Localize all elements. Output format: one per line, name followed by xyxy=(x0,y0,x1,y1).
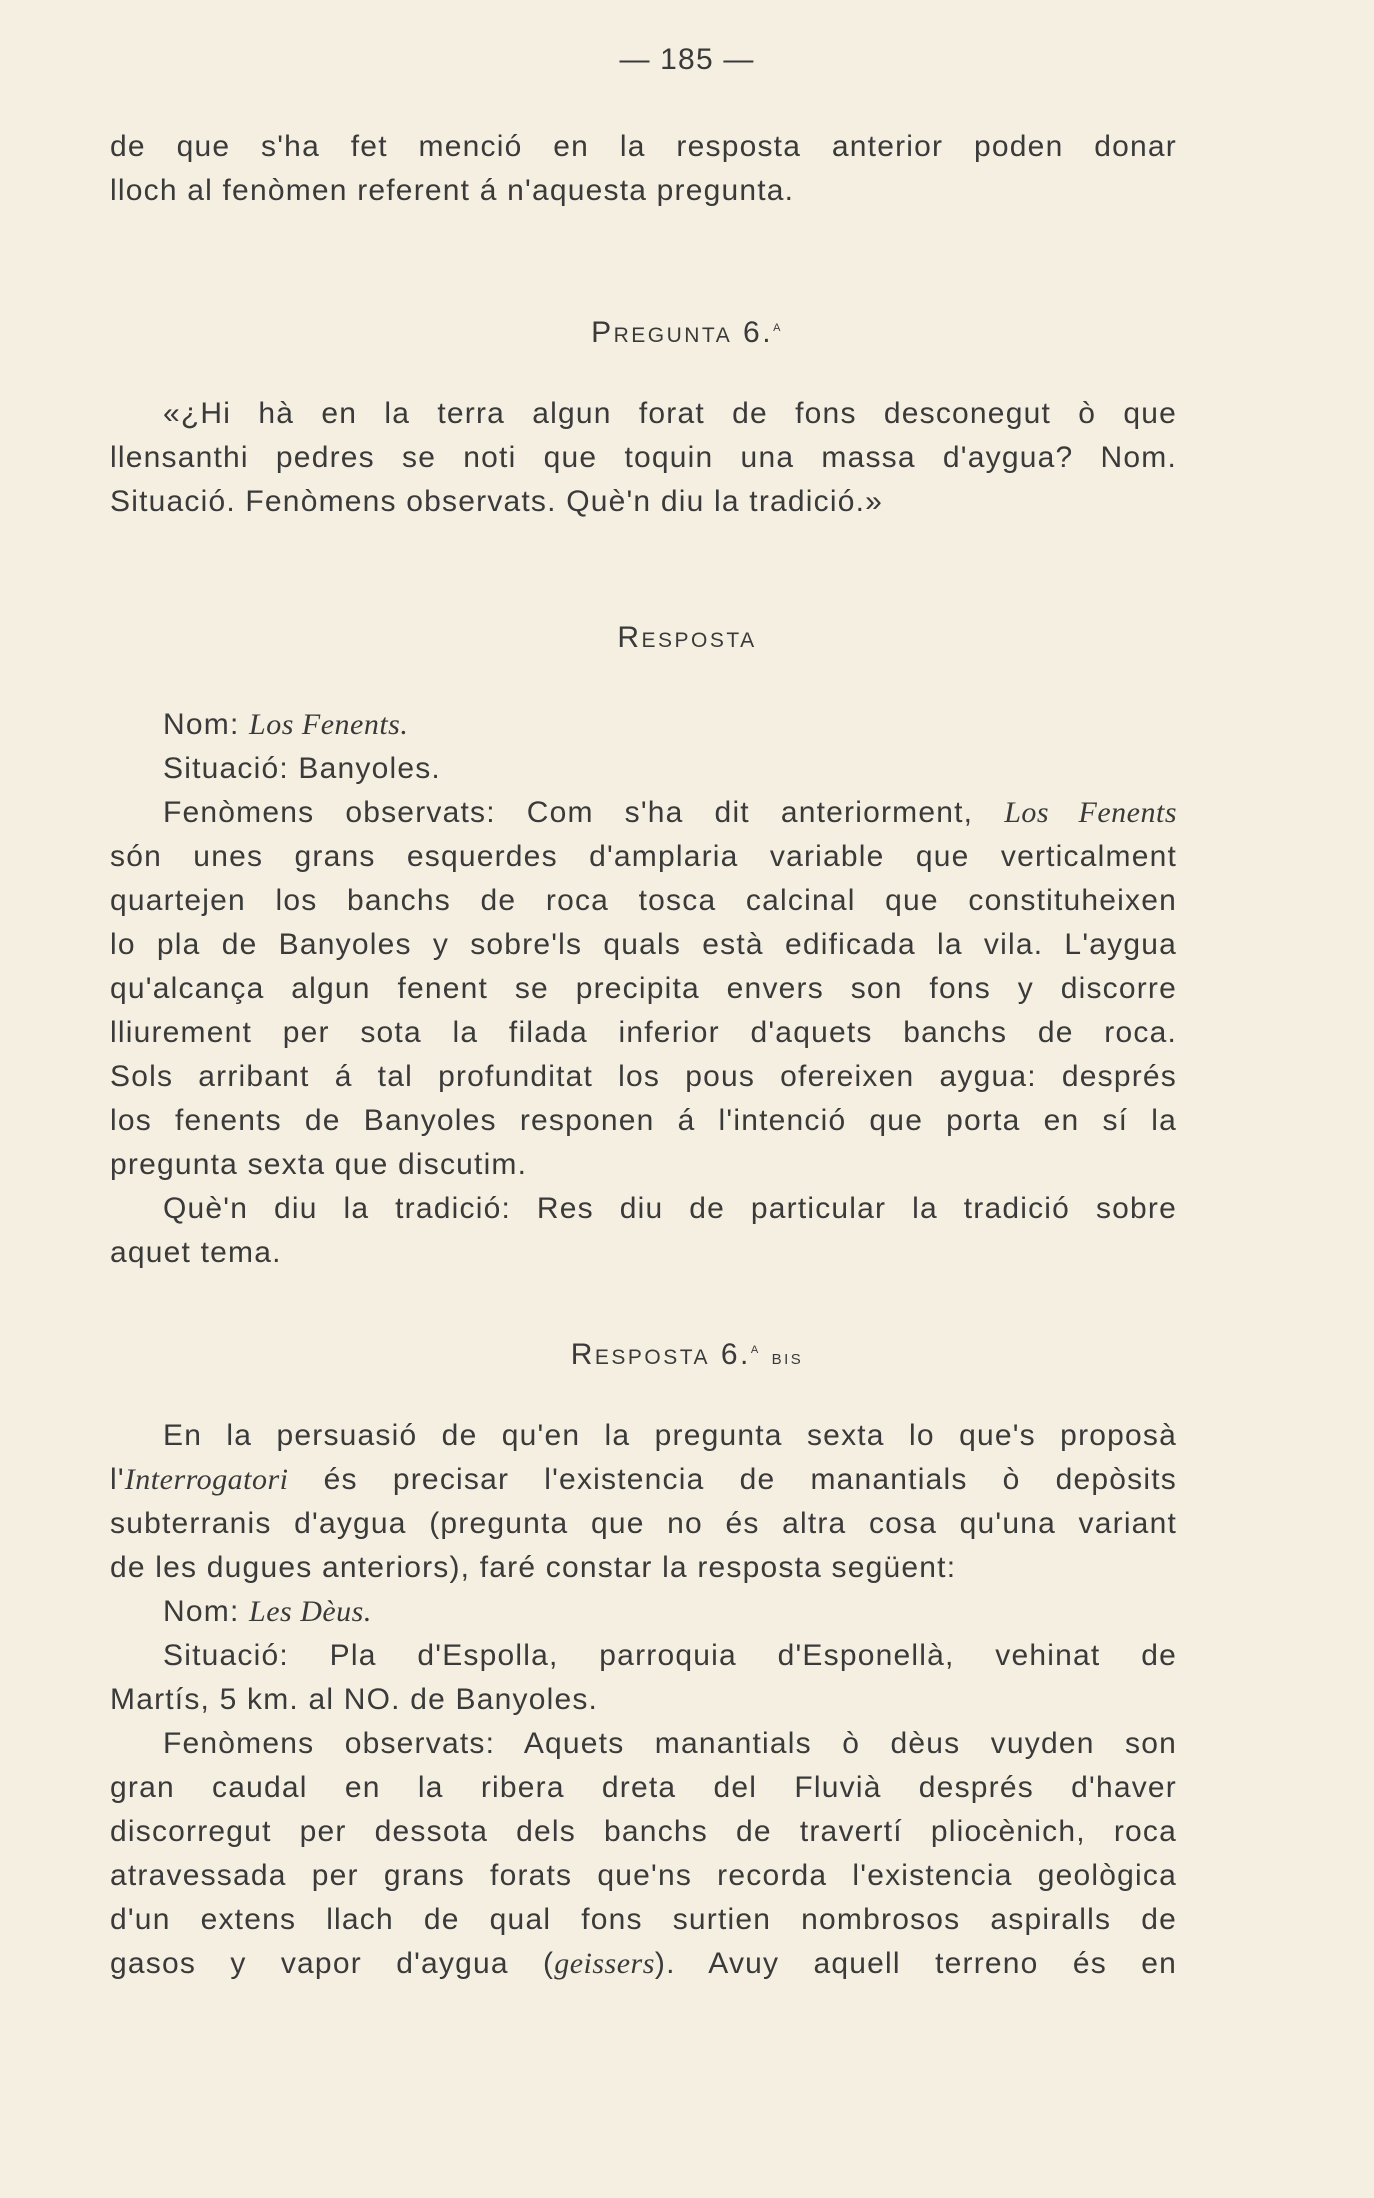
paragraph-line: lloch al fenòmen referent á n'aquesta pregunta. xyxy=(110,174,795,207)
answer-bis-heading xyxy=(0,1327,1374,1379)
paragraph-line: d'un extens llach de qual fons surtien nombrosos aspiralls de xyxy=(110,1903,1177,1936)
paragraph-line: quartejen los banchs de roca tosca calcinal que constituheixen xyxy=(110,884,1177,917)
paragraph-line: Martís, 5 km. al NO. de Banyoles. xyxy=(110,1683,599,1716)
paragraph-line: lliurement per sota la filada inferior d'aquets banchs de roca. xyxy=(110,1016,1177,1049)
paragraph-line: aquet tema. xyxy=(110,1236,282,1269)
paragraph-line: lo pla de Banyoles y sobre'ls quals està edificada la vila. L'aygua xyxy=(110,928,1177,961)
paragraph-line: Situació: Pla d'Espolla, parroquia d'Esponellà, vehinat de xyxy=(163,1639,1177,1672)
line-rest: ). Avuy aquell terreno és en xyxy=(654,1947,1177,1980)
name-label: Nom: xyxy=(163,708,240,741)
question-line: Situació. Fenòmens observats. Què'n diu la tradició.» xyxy=(110,485,884,518)
paragraph-line: són unes grans esquerdes d'amplaria variable que verticalment xyxy=(110,840,1177,873)
paragraph-line: los fenents de Banyoles responen á l'intenció que porta en sí la xyxy=(110,1104,1177,1137)
paragraph-line: En la persuasió de qu'en la pregunta sexta lo que's proposà xyxy=(163,1419,1177,1452)
paragraph-line xyxy=(110,1942,1177,1986)
geissers-italic: geissers xyxy=(554,1947,655,1980)
heading-number: 6. xyxy=(743,316,774,349)
answer-phenomena-line xyxy=(163,791,1177,835)
bis-name-line xyxy=(163,1590,1177,1634)
paragraph-line xyxy=(110,1458,1177,1502)
paragraph-line: gran caudal en la ribera dreta del Fluvià després d'haver xyxy=(110,1771,1177,1804)
answer-location-line: Situació: Banyoles. xyxy=(163,752,441,785)
paragraph-line: pregunta sexta que discutim. xyxy=(110,1148,528,1181)
question-heading xyxy=(0,305,1374,355)
line-prefix: l' xyxy=(110,1463,125,1496)
heading-superscript: a xyxy=(750,1340,761,1357)
name-value: Les Dèus. xyxy=(249,1595,372,1628)
heading-superscript: a xyxy=(773,318,783,335)
question-line: «¿Hi hà en la terra algun forat de fons desconegut ò que xyxy=(163,397,1177,430)
heading-text: Resposta xyxy=(570,1338,711,1371)
phenomena-text: Fenòmens observats: Com s'ha dit anteriorment, xyxy=(163,796,974,829)
page-number: — 185 — xyxy=(619,43,755,76)
paragraph-line: Sols arribant á tal profunditat los pous ofereixen aygua: després xyxy=(110,1060,1177,1093)
question-line: llensanthi pedres se noti que toquin una massa d'aygua? Nom. xyxy=(110,441,1177,474)
line-rest: és precisar l'existencia de manantials ò depòsits xyxy=(323,1463,1177,1496)
paragraph-line: subterranis d'aygua (pregunta que no és altra cosa qu'una variant xyxy=(110,1507,1177,1540)
paragraph-line: Què'n diu la tradició: Res diu de particular la tradició sobre xyxy=(163,1192,1177,1225)
answer-heading: Resposta xyxy=(617,621,757,654)
paragraph-line: atravessada per grans forats que'ns recorda l'existencia geològica xyxy=(110,1859,1177,1892)
heading-number: 6. xyxy=(720,1338,751,1371)
paragraph-line: de les dugues anteriors), faré constar la resposta següent: xyxy=(110,1551,957,1584)
answer-name-line xyxy=(163,703,1177,747)
heading-bis: bis xyxy=(771,1344,804,1369)
phenomena-italic: Los Fenents xyxy=(1004,796,1177,829)
name-value: Los Fenents. xyxy=(249,708,409,741)
paragraph-line: discorregut per dessota dels banchs de travertí pliocènich, roca xyxy=(110,1815,1177,1848)
interrogatori-italic: Interrogatori xyxy=(124,1463,289,1496)
paragraph-line: de que s'ha fet menció en la resposta anterior poden donar xyxy=(110,130,1177,163)
paragraph-line: Fenòmens observats: Aquets manantials ò dèus vuyden son xyxy=(163,1727,1177,1760)
name-label: Nom: xyxy=(163,1595,240,1628)
line-prefix: gasos y vapor d'aygua ( xyxy=(110,1947,555,1980)
heading-text: Pregunta xyxy=(591,316,733,349)
paragraph-line: qu'alcança algun fenent se precipita envers son fons y discorre xyxy=(110,972,1177,1005)
